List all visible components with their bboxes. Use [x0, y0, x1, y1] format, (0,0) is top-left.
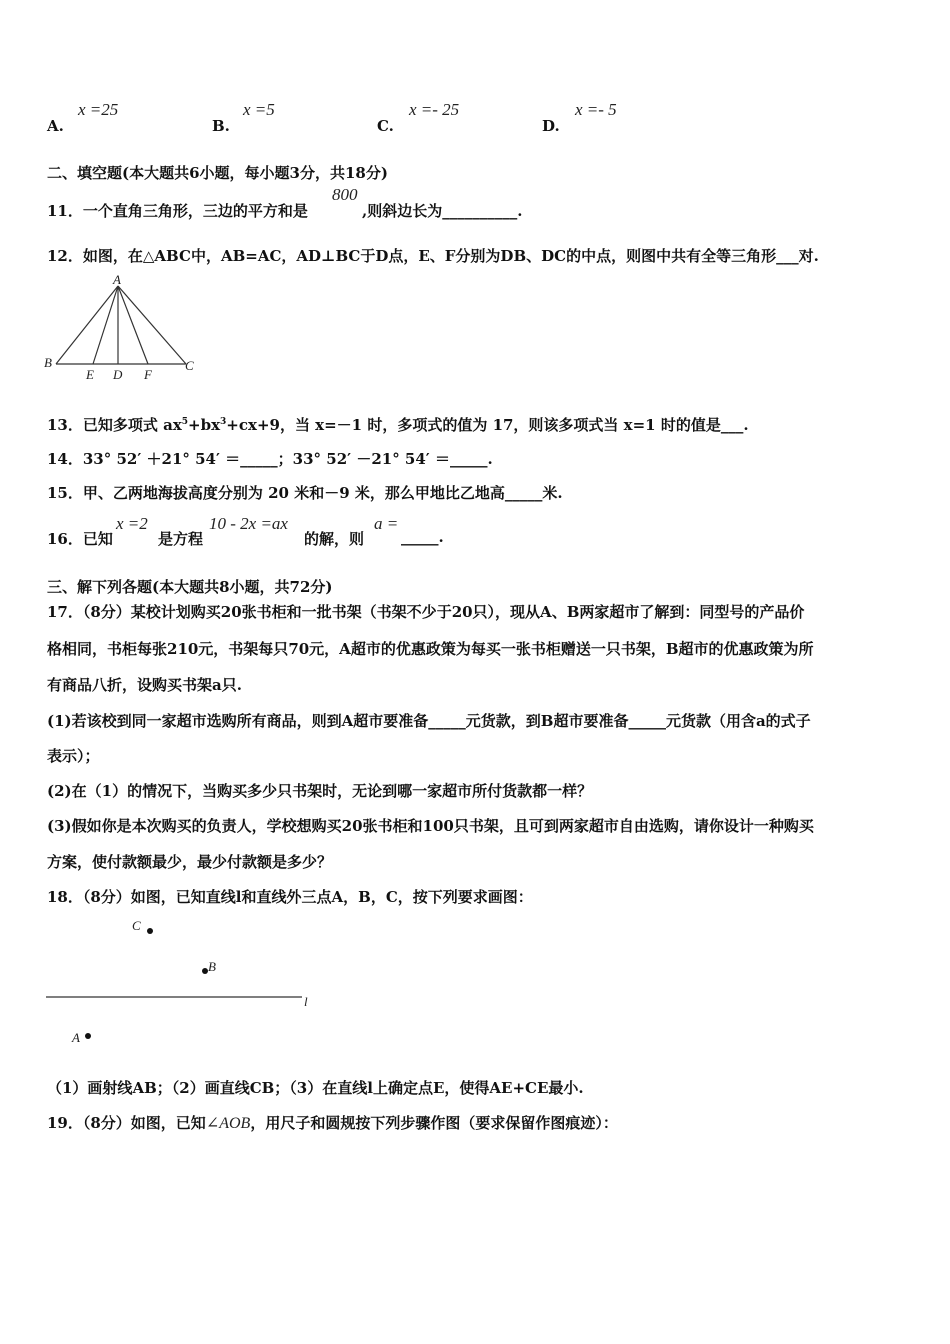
- q14-text: 14．33° 52′ ＋21° 54′ ＝_____；33° 52′ －21° 54′ ＝_____.: [47, 450, 493, 468]
- point-a: [85, 1033, 91, 1039]
- q17-line-5: 表示）；: [47, 747, 100, 765]
- option-d-expr: x =- 5: [575, 100, 617, 119]
- label-c: C: [132, 918, 141, 933]
- q17-line-1: 17．（8分）某校计划购买20张书柜和一批书架（书架不少于20只），现从A、B两家超市了解到：同型号的产品价: [47, 603, 805, 621]
- q16-mid2: 的解，则: [304, 530, 365, 548]
- label-c: C: [185, 358, 194, 373]
- q11-expr: 800: [332, 185, 358, 204]
- label-l: l: [304, 994, 308, 1009]
- q16-expr-equation: 10 - 2x =ax: [209, 514, 288, 533]
- q12-text: 12．如图，在△ABC中，AB=AC，AD⊥BC于D点，E、F分别为DB、DC的中点，则图中共有全等三角形___对.: [47, 247, 819, 265]
- section2-title: 二、填空题(本大题共6小题，每小题3分，共18分): [47, 164, 388, 182]
- q16-expr-a: a =: [374, 514, 399, 533]
- label-b: B: [44, 355, 52, 370]
- q19-angle: ∠AOB: [205, 1115, 251, 1132]
- label-d: D: [113, 367, 123, 382]
- q17-line-8: 方案，使付款额最少，最少付款额是多少？: [47, 853, 333, 871]
- q18-tasks: （1）画射线AB；（2）画直线CB；（3）在直线l上确定点E，使得AE+CE最小.: [47, 1079, 584, 1097]
- q17-line-2: 格相同，书柜每张210元，书架每只70元，A超市的优惠政策为每买一张书柜赠送一只书架，B超市的优惠政策为所: [47, 640, 814, 658]
- q17-line-4: (1)若该校到同一家超市选购所有商品，则到A超市要准备_____元货款，到B超市要准备_____元货款（用含a的式子: [47, 712, 811, 730]
- q16-expr-x: x =2: [116, 514, 148, 533]
- segment-af: [118, 286, 148, 364]
- q19-text: 19．（8分）如图，已知∠AOB，用尺子和圆规按下列步骤作图（要求保留作图痕迹）：: [47, 1114, 618, 1132]
- q17-line-7: (3)假如你是本次购买的负责人，学校想购买20张书柜和100只书架，且可到两家超市自由选购，请你设计一种购买: [47, 817, 814, 835]
- option-b-label: B.: [212, 117, 230, 135]
- q11-pre: 11．一个直角三角形，三边的平方和是: [47, 202, 308, 220]
- option-c-label: C.: [377, 117, 394, 135]
- label-a: A: [72, 1030, 80, 1045]
- option-d-label: D.: [542, 117, 560, 135]
- points-line-figure: [40, 910, 340, 1060]
- section3-title: 三、解下列各题(本大题共8小题，共72分): [47, 578, 333, 596]
- option-a-label: A.: [47, 117, 64, 135]
- label-f: F: [144, 367, 152, 382]
- q15-text: 15．甲、乙两地海拔高度分别为 20 米和－9 米，那么甲地比乙地高_____米.: [47, 484, 563, 502]
- q16-post: _____.: [401, 528, 444, 546]
- q17-line-6: (2)在（1）的情况下，当购买多少只书架时，无论到哪一家超市所付货款都一样？: [47, 782, 593, 800]
- label-e: E: [86, 367, 94, 382]
- side-ab: [56, 286, 118, 364]
- option-a-expr: x =25: [78, 100, 119, 119]
- segment-ae: [93, 286, 118, 364]
- side-ac: [118, 286, 186, 364]
- option-b-expr: x =5: [243, 100, 275, 119]
- triangle-figure: [40, 272, 210, 384]
- q18-text: 18．（8分）如图，已知直线l和直线外三点A，B，C，按下列要求画图：: [47, 888, 533, 906]
- q13-text: 13．已知多项式 $ax^5+bx^3+cx+9$，当 x=－1 时，多项式的值为 17，则该多项式当 x=1 时的值是___.: [47, 416, 749, 434]
- label-b: B: [208, 959, 216, 974]
- q17-line-3: 有商品八折，设购买书架a只.: [47, 676, 242, 694]
- q11-post: ,则斜边长为__________.: [362, 202, 523, 220]
- q16-mid1: 是方程: [158, 530, 204, 548]
- q16-pre: 16．已知: [47, 530, 113, 548]
- point-c: [147, 928, 153, 934]
- label-a: A: [113, 272, 121, 287]
- option-c-expr: x =- 25: [409, 100, 460, 119]
